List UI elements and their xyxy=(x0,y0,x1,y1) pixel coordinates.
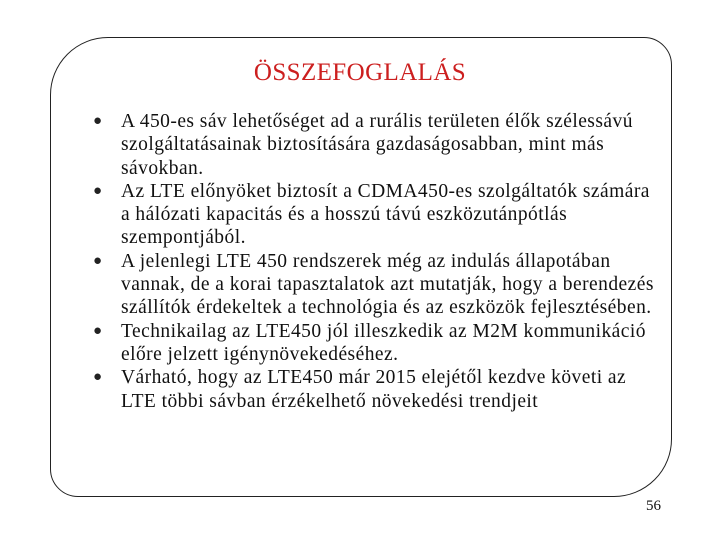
bullet-text: A jelenlegi LTE 450 rendszerek még az indulás állapotában vannak, de a korai tapasztalatok azt mutatják, hogy a berendezés szállítók érdekeltek a technológia és az eszközök fejlesztésében. xyxy=(121,250,654,319)
slide-title: ÖSSZEFOGLALÁS xyxy=(253,59,467,86)
bullet-dot-icon: ● xyxy=(93,113,103,129)
bullet-text: Technikailag az LTE450 jól illeszkedik az M2M kommunikáció előre jelzett igénynövekedéséhez. xyxy=(121,320,646,365)
bullet-dot-icon: ● xyxy=(93,252,103,269)
bullet-dot-icon: ● xyxy=(93,369,103,386)
bullet-item xyxy=(93,110,663,180)
bullet-item xyxy=(93,366,663,413)
bullet-text: Az LTE előnyöket biztosít a CDMA450-es szolgáltatók számára a hálózati kapacitás és a hosszú távú eszközutánpótlás szempontjából. xyxy=(121,180,650,249)
bullet-list xyxy=(93,110,663,413)
bullet-text: Várható, hogy az LTE450 már 2015 elejétől kezdve követi az LTE többi sávban érzékelhető növekedési trendjeit xyxy=(121,367,627,412)
bullet-item xyxy=(93,320,663,367)
bullet-item xyxy=(93,180,663,250)
bullet-dot-icon: ● xyxy=(93,182,103,199)
bullet-text: A 450-es sáv lehetőséget ad a rurális területen élők szélessávú szolgáltatásainak biztosítására gazdaságosabban, mint más sávokban. xyxy=(121,111,633,179)
page-number: 56 xyxy=(646,498,661,514)
bullet-item xyxy=(93,250,663,320)
bullet-dot-icon: ● xyxy=(93,322,103,339)
